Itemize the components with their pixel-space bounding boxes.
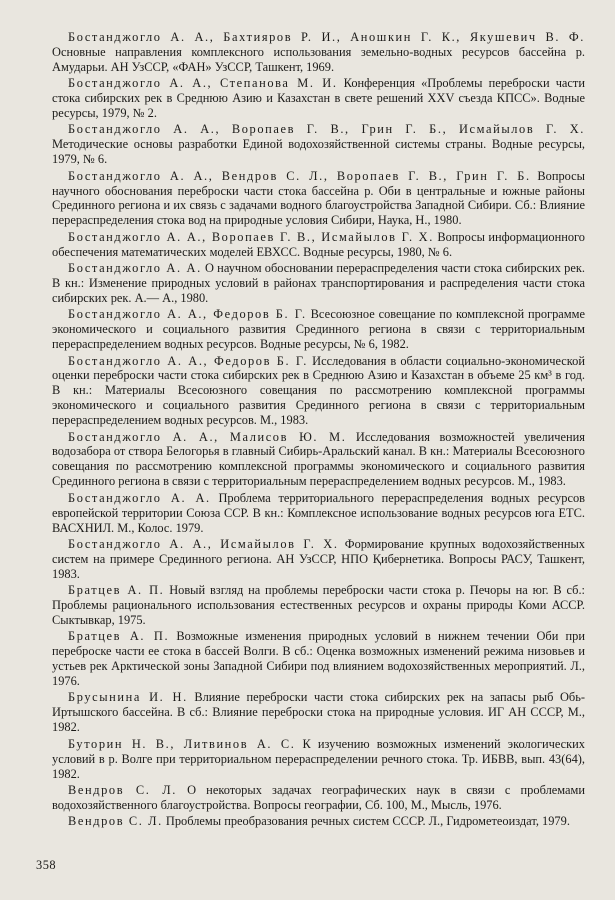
reference-entry (52, 814, 585, 829)
reference-authors: Вендров С. Л. (68, 814, 163, 829)
reference-authors: Братцев А. П. (68, 629, 170, 644)
reference-text: Вопросы информационного обеспечения математических моделей ЕВХСС. Водные ресурсы, 1980, № 6. (52, 229, 585, 259)
reference-text: Всесоюзное совещание по комплексной программе экономического и социального развития Срединного региона в связи с территориальным перераспределением водных ресурсов. Водные ресурсы, № 6, 1982. (52, 307, 585, 352)
reference-authors: Бостанджогло А. А., Бахтияров Р. И., Аношкин Г. К., Якушевич В. Ф. (68, 30, 585, 44)
reference-authors: Бостанджогло А. А., Исмайылов Г. Х. (68, 536, 339, 551)
reference-authors: Бостанджогло А. А. (68, 261, 202, 276)
reference-entry (52, 430, 585, 490)
reference-entry (52, 583, 585, 628)
reference-entry (52, 30, 585, 75)
reference-entry (52, 169, 585, 229)
reference-entry (52, 629, 585, 689)
page-number: 358 (36, 858, 57, 872)
reference-text: Проблема территориального перераспределения водных ресурсов европейской территории Союза ССР. В кн.: Комплексное использование водных ресурсов юга ЕТС. ВАСХНИЛ. М., Колос. 1979. (52, 490, 585, 535)
reference-entry (52, 737, 585, 782)
reference-entry (52, 261, 585, 306)
reference-text: Вопросы научного обоснования переброски части стока бассейна р. Оби в центральные и южные районы Срединного региона и их связь с задачами водного благоустройства Западной Сибири. Сб.: Влияние перераспределения стока вод на природные условия Сибири, Наука, Н., 1980. (52, 168, 585, 228)
reference-entry (52, 76, 585, 121)
reference-text: Новый взгляд на проблемы переброски части стока р. Печоры на юг. В сб.: Проблемы рационального использования естественных ресурсов и охраны природы Коми АССР. Сыктывкар, 1975. (52, 583, 585, 627)
reference-entry (52, 230, 585, 260)
reference-authors: Вендров С. Л. (68, 782, 177, 797)
reference-authors: Братцев А. П. (68, 583, 165, 598)
reference-authors: Бостанджогло А. А., Малисов Ю. М. (68, 429, 347, 444)
reference-text: Возможные изменения природных условий в нижнем течении Оби при переброске части ее стока в бассей Волги. В сб.: Оценка возможных изменений режима низовьев и устьев рек Арктической зоны Западной Сибири под влиянием водохозяйственных мероприятий. Л., 1976. (52, 629, 585, 689)
reference-text: Основные направления комплексного использования земельно-водных ресурсов бассейна р. Амударьи. АН УзССР, «ФАН» УзССР, Ташкент, 1969. (52, 44, 585, 74)
reference-text: Проблемы преобразования речных систем СССР. Л., Гидрометеоиздат, 1979. (162, 814, 570, 829)
reference-entry (52, 537, 585, 582)
reference-entry (52, 354, 585, 429)
reference-authors: Брусынина И. Н. (68, 690, 188, 705)
reference-text: Методические основы разработки Единой водохозяйственной системы страны. Водные ресурсы, 1979, № 6. (52, 137, 585, 167)
reference-text: О некоторых задачах географических наук в связи с проблемами водохозяйственного благоустройства. Вопросы географии, Сб. 100, М., Мысль, 1976. (52, 782, 585, 812)
reference-entry (52, 122, 585, 167)
reference-entry (52, 783, 585, 813)
reference-text: К изучению возможных изменений экологических условий в р. Волге при территориальном перераспределении речного стока. Тр. ИБВВ, вып. 43(64), 1982. (52, 736, 585, 781)
reference-list (52, 30, 585, 829)
reference-entry (52, 307, 585, 352)
reference-entry (52, 491, 585, 536)
reference-text: Исследования в области социально-экономической оценки переброски части стока сибирских рек в Среднюю Азию и Казахстан в объеме 25 км³ в год. В кн.: Материалы Всесоюзного совещания по рассмотрению комплексной программы экономического и социального развития Срединного региона в связи с территориальным перераспределением водных ресурсов. М., 1983. (52, 353, 585, 428)
reference-authors: Бостанджогло А. А., Вендров С. Л., Воропаев Г. В., Грин Г. Б. (68, 168, 531, 183)
reference-text: Конференция «Проблемы переброски части стока сибирских рек в Среднюю Азию и Казахстан в свете решений XXV съезда КПСС». Водные ресурсы, 1979, № 2. (52, 76, 585, 121)
reference-text: О научном обосновании перераспределения части стока сибирских рек. В кн.: Изменение природных условий в районах транспортирования и распределения части стока сибирских рек. А.— А., 1980. (52, 261, 585, 305)
reference-authors: Бостанджогло А. А., Воропаев Г. В., Исмайылов Г. Х. (68, 229, 434, 244)
reference-text: Влияние переброски части стока сибирских рек на запасы рыб Обь-Иртышского бассейна. В сб.: Влияние переброски стока на природные условия. ИГ АН СССР, М., 1982. (52, 690, 585, 735)
reference-authors: Бостанджогло А. А., Воропаев Г. В., Грин Г. Б., Исмайылов Г. Х. (68, 122, 585, 137)
reference-authors: Бостанджогло А. А., Федоров Б. Г. (68, 307, 307, 322)
reference-text: Исследования возможностей увеличения водозабора от створа Белогорья в главный Сибирь-Аральский канал. В кн.: Материалы Всесоюзного совещания по рассмотрению комплексной программы экономического и социального развития Срединного региона в связи с территориальным перераспределением водных ресурсов. М., 1983. (52, 429, 585, 489)
reference-authors: Бостанджогло А. А., Степанова М. И. (68, 76, 338, 91)
reference-entry (52, 690, 585, 735)
reference-authors: Бостанджогло А. А., Федоров Б. Г. (68, 353, 308, 368)
reference-authors: Буторин Н. В., Литвинов А. С. (68, 736, 296, 751)
reference-authors: Бостанджогло А. А. (68, 490, 211, 505)
reference-text: Формирование крупных водохозяйственных систем на примере Срединного региона. АН УзССР, НПО Қибернетика. Вопросы РАСУ, Ташкент, 1983. (52, 536, 585, 581)
